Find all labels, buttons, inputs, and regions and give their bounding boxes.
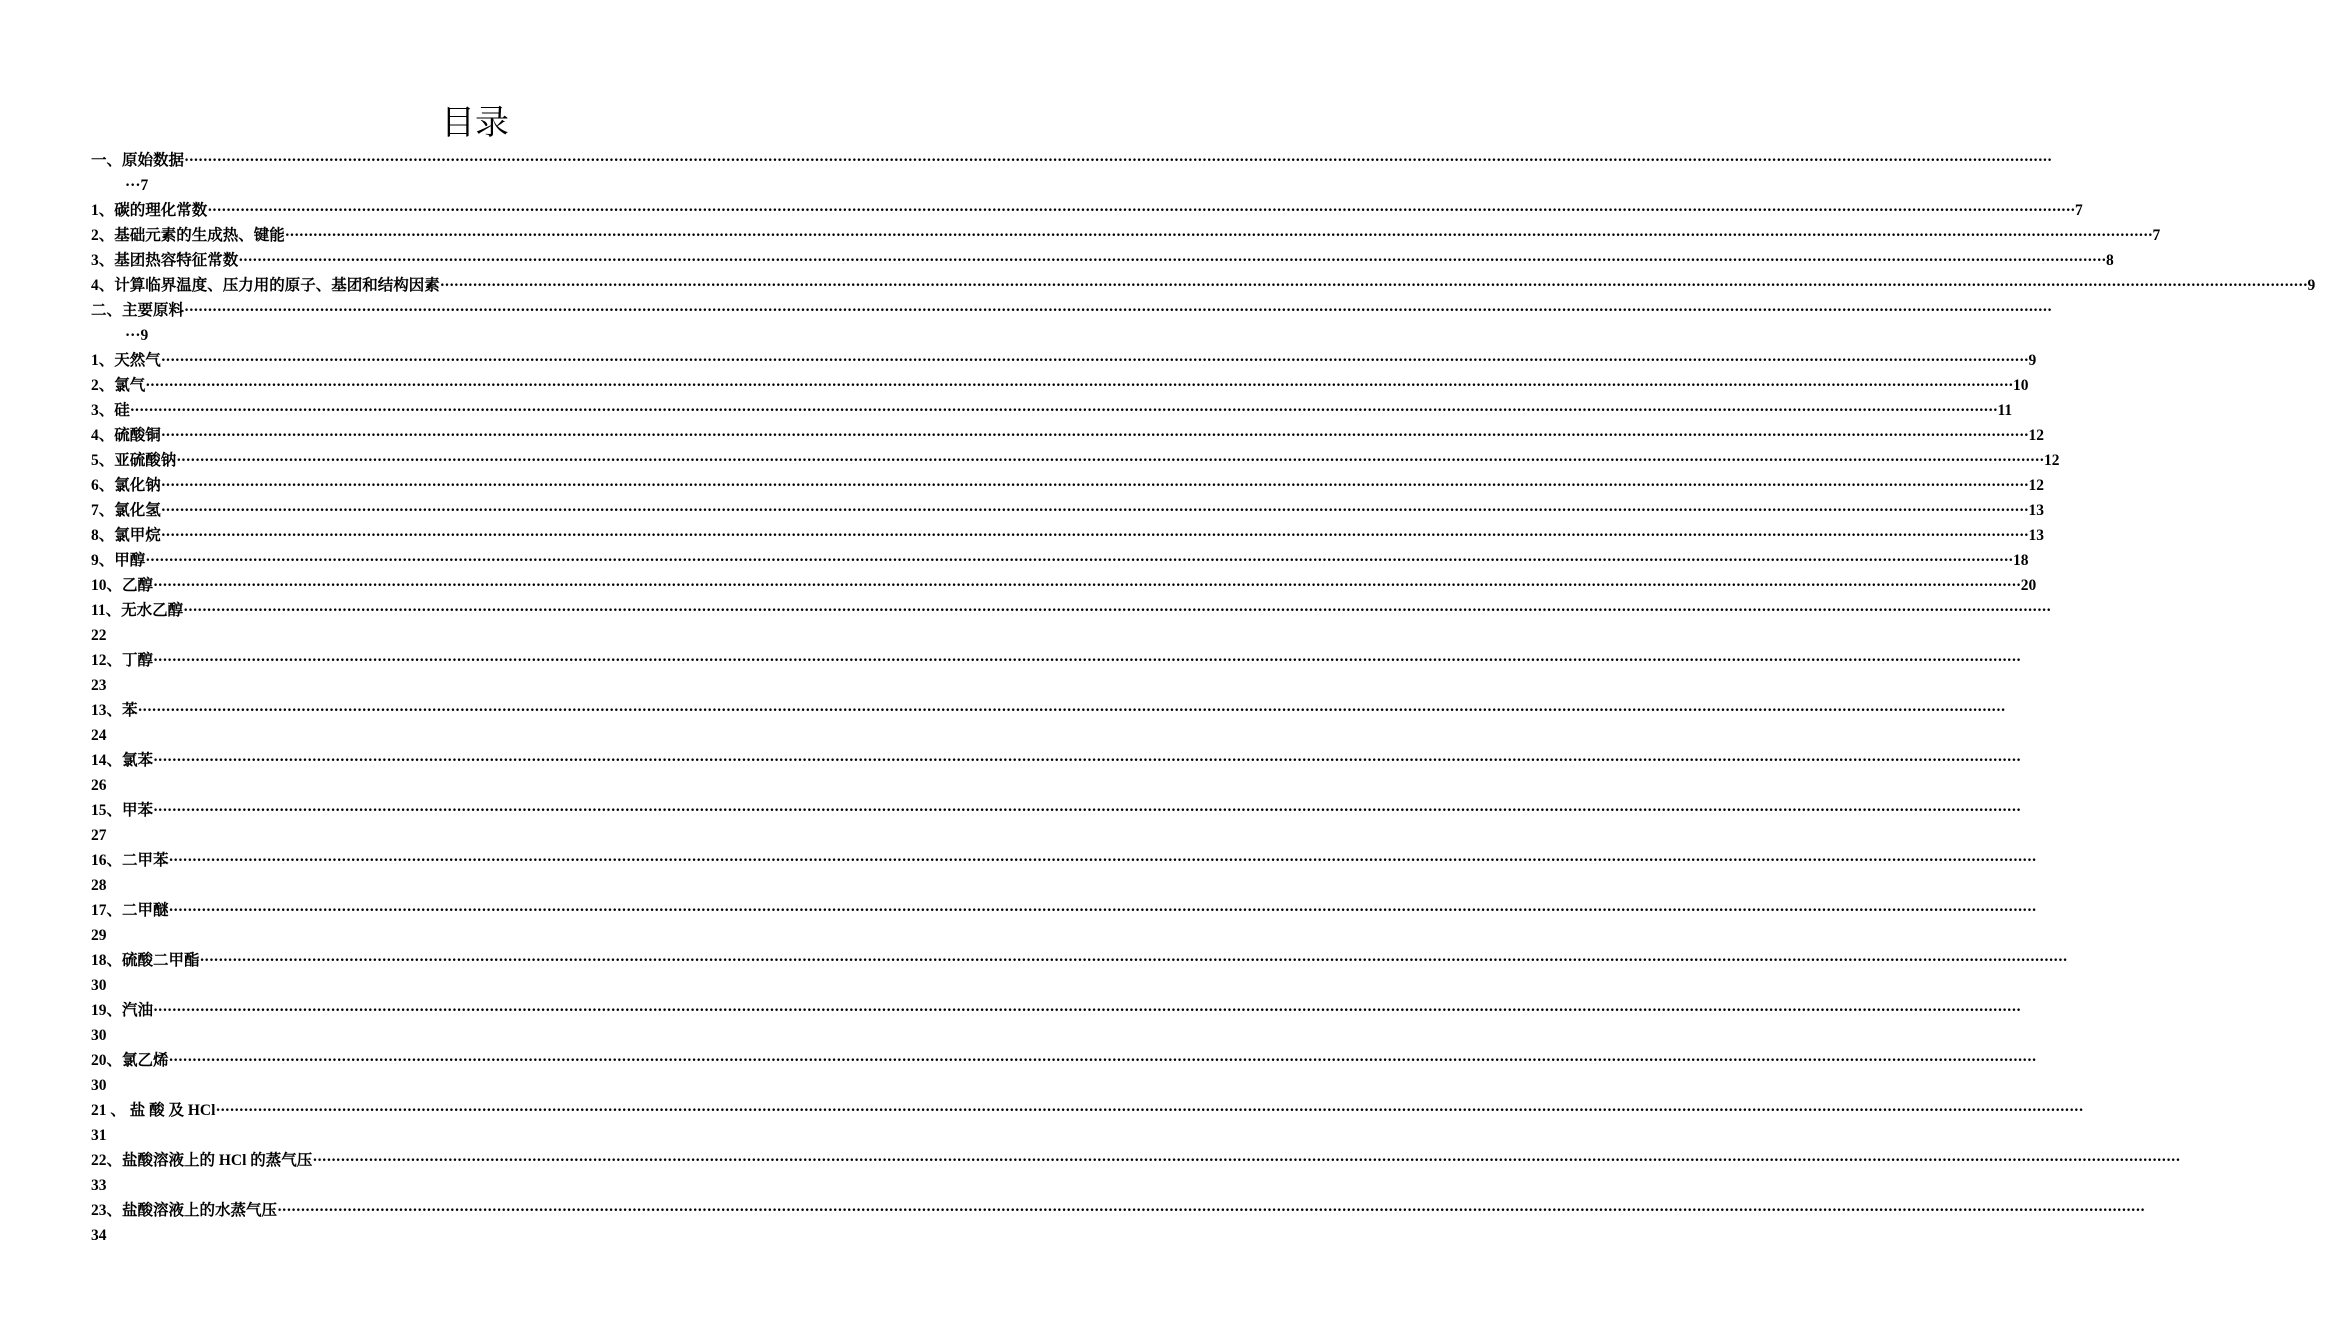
toc-dot-leader: ················································································································································································································································································································································································································ [160,427,2029,444]
toc-page-number: 30 [91,1077,107,1094]
toc-page-number: 23 [91,677,107,694]
toc-dot-leader: ················································································································································································································································································································································································································ [284,227,2153,244]
toc-dot-leader: ················································································································································································································································································································································································································ [160,352,2029,369]
toc-entry-label: 23、盐酸溶液上的水蒸气压 [91,1202,278,1219]
toc-entry[interactable] [91,698,2006,723]
toc-entry-label: 16、二甲苯 [91,852,169,869]
toc-entry-label: 6、氯化钠 [91,477,161,494]
toc-dot-leader: ················································································································································································································································································································································································································ [238,252,2106,269]
toc-entry[interactable] [91,423,2044,448]
toc-entry[interactable] [91,548,2029,573]
table-of-contents [91,148,2316,1248]
toc-entry[interactable] [91,148,2052,173]
toc-entry-label: 3、硅 [91,402,130,419]
toc-entry-label: 20、氯乙烯 [91,1052,169,1069]
toc-entry[interactable] [91,1098,2084,1123]
toc-entry-label: 17、二甲醚 [91,902,169,919]
toc-entry-label: 1、碳的理化常数 [91,202,208,219]
toc-dot-leader: ················································································································································································································································································································································································································ [168,1052,2037,1069]
toc-entry[interactable] [91,948,2068,973]
toc-page-number: 33 [91,1177,107,1194]
toc-dot-leader: ················································································································································································································································································································································································································ [215,1102,2084,1119]
toc-entry-label: 15、甲苯 [91,802,154,819]
toc-entry[interactable] [91,473,2044,498]
toc-page-number: 22 [91,627,107,644]
toc-page-number: 34 [91,1227,107,1244]
toc-page-number: 7 [2074,202,2083,219]
toc-entry[interactable] [91,523,2044,548]
toc-dot-leader: ················································································································································································································································································································································································································ [207,202,2075,219]
toc-dot-leader: ················································································································································································································································································································································································································ [153,802,2021,819]
toc-entry[interactable] [91,798,2021,823]
toc-dot-leader: ················································································································································································································································································································································································································ [145,377,2013,394]
toc-page-number: 29 [91,927,107,944]
toc-dot-leader: ················································································································································································································································································································································································································ [312,1152,2180,1169]
toc-dot-leader: ················································································································································································································································································································································································································ [137,702,2006,719]
toc-entry[interactable] [91,1048,2037,1073]
toc-entry-label: 10、乙醇 [91,577,154,594]
toc-entry-label: 22、盐酸溶液上的 HCl 的蒸气压 [91,1152,313,1169]
toc-entry-label: 二、 [91,302,123,319]
toc-page-number: 27 [91,827,107,844]
toc-page-number: 12 [2028,477,2044,494]
toc-page-number: 10 [2012,377,2029,394]
toc-page-number: 18 [2012,552,2029,569]
toc-dot-leader: ················································································································································································································································································································································································································ [168,852,2037,869]
toc-entry[interactable] [91,598,2051,623]
toc-entry-label: 9、甲醇 [91,552,146,569]
toc-dot-leader: ················································································································································································································································································································································································································ [145,552,2013,569]
toc-entry-label: 一、 [91,152,123,169]
toc-entry[interactable] [91,573,2037,598]
toc-entry-label: 3、基团热容特征常数 [91,252,239,269]
toc-entry[interactable] [91,223,2161,248]
toc-entry-label: 2、基础元素的生成热、键能 [91,227,285,244]
toc-page-number: 12 [2028,427,2044,444]
toc-dot-leader: ················································································································································································································································································································································································································ [153,652,2021,669]
toc-entry-label: 4、硫酸铜 [91,427,161,444]
toc-entry-label: 2、氯气 [91,377,146,394]
toc-dot-leader: ················································································································································································································································································································································································································ [160,502,2029,519]
toc-page-number: 30 [91,977,107,994]
toc-entry[interactable] [91,273,2316,298]
toc-entry-section-title: 主要原料 [122,302,185,319]
toc-dot-leader: ················································································································································································································································································································································································································ [153,752,2021,769]
toc-dot-leader: ················································································································································································································································································································································································································ [129,402,1998,419]
toc-dot-leader: ················································································································································································································································································································································································································ [277,1202,2145,1219]
toc-entry[interactable] [91,848,2037,873]
toc-entry-label: 11、无水乙醇 [91,602,184,619]
toc-page-number: 7 [2152,227,2161,244]
toc-dot-leader: ················································································································································································································································································································································································································ [184,152,2052,169]
toc-entry[interactable] [91,373,2029,398]
toc-entry-label: 12、丁醇 [91,652,154,669]
toc-page-number: ···7 [125,177,149,194]
toc-page-number: ···9 [125,327,149,344]
toc-page-number: 13 [2028,527,2044,544]
toc-dot-leader: ················································································································································································································································································································································································································ [153,577,2021,594]
toc-entry-label: 19、汽油 [91,1002,154,1019]
toc-entry[interactable] [91,448,2060,473]
toc-entry[interactable] [91,648,2021,673]
toc-entry-label: 4、计算临界温度、压力用的原子、基团和结构因素 [91,277,440,294]
toc-page-number: 13 [2028,502,2044,519]
toc-page-number: 20 [2020,577,2037,594]
toc-dot-leader: ················································································································································································································································································································································································································ [199,952,2068,969]
toc-entry-label: 1、天然气 [91,352,161,369]
toc-dot-leader: ················································································································································································································································································································································································································ [153,1002,2021,1019]
toc-page-number: 31 [91,1127,107,1144]
toc-entry[interactable] [91,198,2083,223]
toc-dot-leader: ················································································································································································································································································································································································································ [184,302,2052,319]
toc-entry-label: 18、硫酸二甲酯 [91,952,200,969]
toc-entry[interactable] [91,398,2013,423]
toc-page-number: 24 [91,727,107,744]
toc-page-number: 8 [2105,252,2114,269]
toc-entry[interactable] [91,1148,2180,1173]
toc-entry[interactable] [91,1198,2145,1223]
toc-entry[interactable] [91,348,2037,373]
toc-entry-label: 8、氯甲烷 [91,527,161,544]
toc-entry-section-title: 原始数据 [122,152,185,169]
toc-dot-leader: ················································································································································································································································································································································································································ [439,277,2308,294]
toc-entry[interactable] [91,898,2037,923]
toc-page-number: 26 [91,777,107,794]
toc-page-number: 9 [2028,352,2037,369]
toc-dot-leader: ················································································································································································································································································································································································································ [160,477,2029,494]
toc-entry[interactable] [91,748,2021,773]
toc-entry-label: 14、氯苯 [91,752,154,769]
toc-entry-label: 21 、 盐 酸 及 HCl [91,1102,216,1119]
toc-entry[interactable] [91,998,2021,1023]
toc-entry-label: 13、苯 [91,702,138,719]
toc-title: 目录 [441,103,509,143]
toc-entry-label: 7、氯化氢 [91,502,161,519]
toc-entry[interactable] [91,298,2052,323]
toc-page-number: 12 [2043,452,2060,469]
toc-entry-label: 5、亚硫酸钠 [91,452,177,469]
toc-page-number: 9 [2307,277,2316,294]
toc-entry[interactable] [91,498,2044,523]
toc-dot-leader: ················································································································································································································································································································································································································ [168,902,2037,919]
toc-page-number: 11 [1997,402,2013,419]
toc-page-number: 28 [91,877,107,894]
toc-entry[interactable] [91,248,2114,273]
toc-dot-leader: ················································································································································································································································································································································································································ [160,527,2029,544]
toc-page-number: 30 [91,1027,107,1044]
toc-dot-leader: ················································································································································································································································································································································································································ [176,452,2044,469]
toc-dot-leader: ················································································································································································································································································································································································································ [183,602,2051,619]
